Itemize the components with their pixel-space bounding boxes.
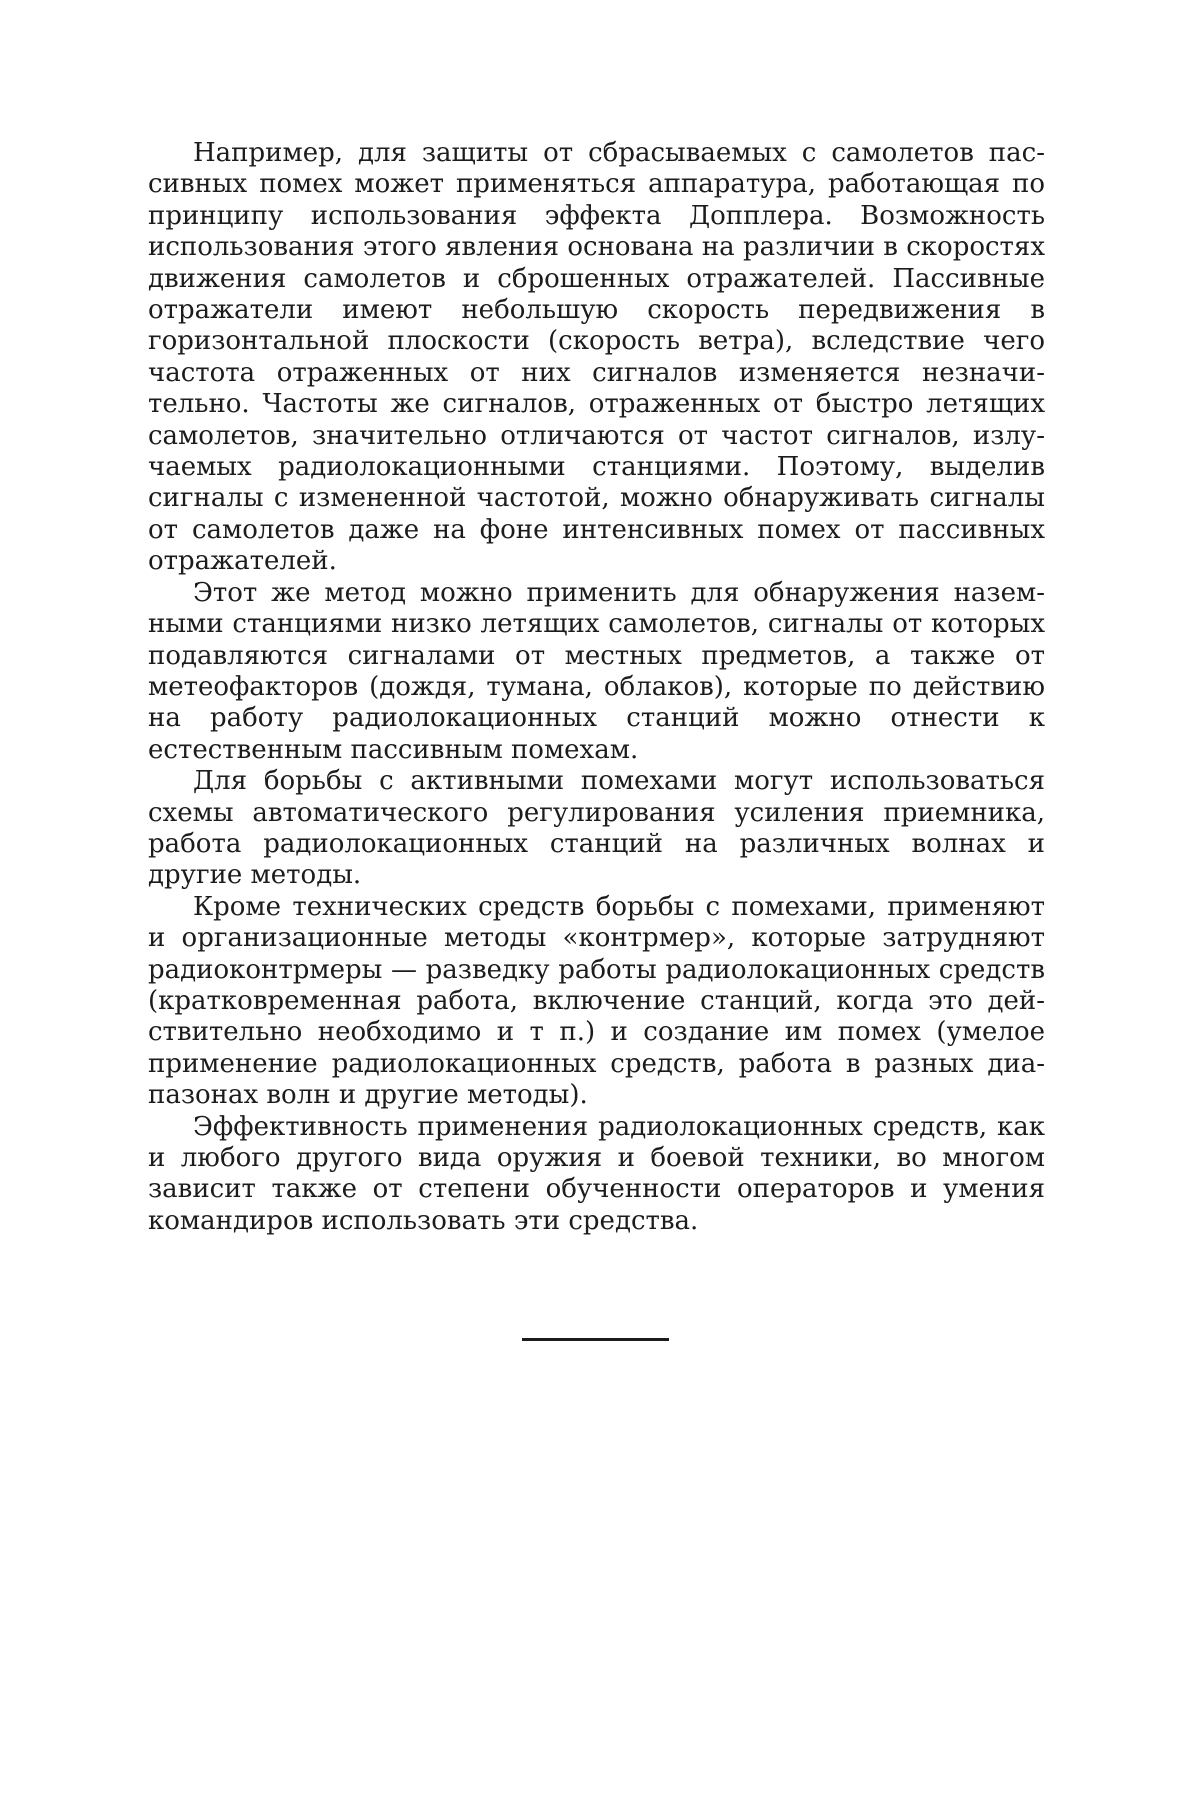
- body-text: [148, 138, 1045, 1237]
- paragraph-doppler: Например, для защиты от сбрасываемых с самолетов пассивных помех может применяться аппаратура, работающая по принципу использования эффекта Допплера. Возможность использования этого явления основана на различии в скоростях движения самолетов и сброшенных отражателей. Пассивные отражатели имеют небольшую скорость передвижения в горизонтальной плоскости (скорость ветра), вследствие чего частота отраженных от них сигналов изменяется незначительно. Частоты же сигналов, отраженных от быстро летящих самолетов, значительно отличаются от частот сигналов, излучаемых радиолокационными станциями. Поэтому, выделив сигналы с измененной частотой, можно обнаруживать сигналы от самолетов даже на фоне интенсивных помех от пассивных отражателей.: [148, 138, 1045, 577]
- paragraph-countermeasures: Кроме технических средств борьбы с помехами, применяют и организационные методы «контрмер», которые затрудняют радиоконтрмеры — разведку работы радиолокационных средств (кратковременная работа, включение станций, когда это действительно необходимо и т п.) и создание им помех (умелое применение радиолокационных средств, работа в разных диапазонах волн и другие методы).: [148, 891, 1045, 1111]
- paragraph-active-jamming: Для борьбы с активными помехами могут использоваться схемы автоматического регулирования усиления приемника, работа радиолокационных станций на различных волнах и другие методы.: [148, 766, 1045, 891]
- paragraph-effectiveness: Эффективность применения радиолокационных средств, как и любого другого вида оружия и боевой техники, во многом зависит также от степени обученности операторов и умения командиров использовать эти средства.: [148, 1111, 1045, 1236]
- section-end-rule: [522, 1338, 669, 1341]
- paragraph-ground-stations: Этот же метод можно применить для обнаружения наземными станциями низко летящих самолетов, сигналы от которых подавляются сигналами от местных предметов, а также от метеофакторов (дождя, тумана, облаков), которые по действию на работу радиолокационных станций можно отнести к естественным пассивным помехам.: [148, 577, 1045, 765]
